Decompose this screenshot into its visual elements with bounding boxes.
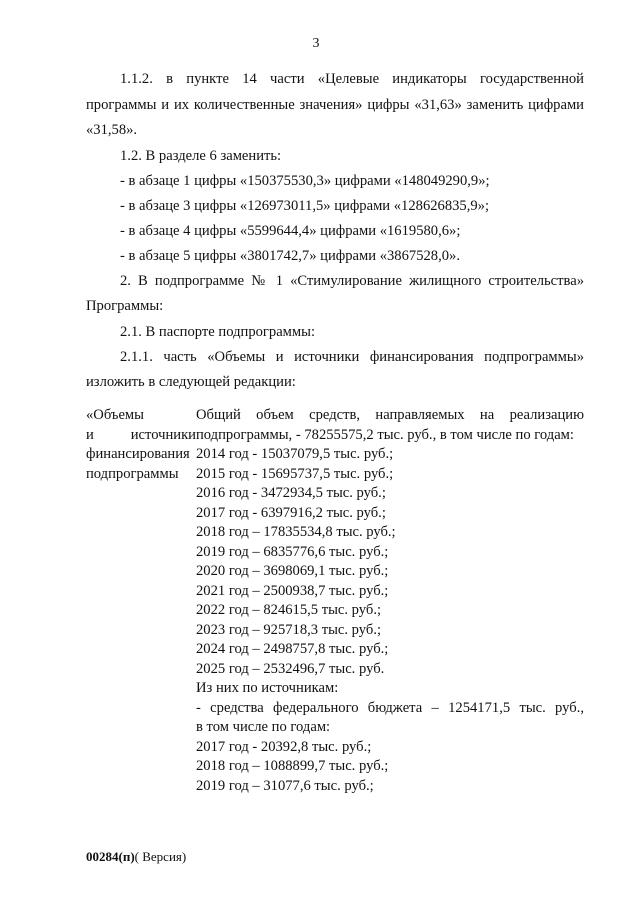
document-version: ( Версия) [134, 849, 187, 864]
left-line-3: финансирования [86, 446, 190, 462]
year-line: 2018 год – 17835534,8 тыс. руб.; [196, 524, 396, 540]
left-line-2: и источники [86, 426, 196, 443]
year-line: 2016 год - 3472934,5 тыс. руб.; [196, 485, 386, 501]
federal-year-line: 2017 год - 20392,8 тыс. руб.; [196, 738, 372, 755]
sources-heading: Из них по источникам: [196, 680, 339, 696]
federal-by-years-label: в том числе по годам: [196, 719, 331, 735]
table-left-column [86, 406, 196, 796]
year-line: 2023 год – 925718,3 тыс. руб.; [196, 621, 382, 638]
year-line: 2014 год - 15037079,5 тыс. руб.; [196, 446, 394, 462]
table-right-column [196, 406, 584, 796]
year-line: 2020 год – 3698069,1 тыс. руб.; [196, 563, 389, 579]
paragraph-2-1: 2.1. В паспорте подпрограммы: [120, 323, 316, 340]
paragraph-abzac-3: - в абзаце 3 цифры «126973011,5» цифрами «128626835,9»; [120, 197, 490, 214]
federal-year-line: 2018 год – 1088899,7 тыс. руб.; [196, 758, 389, 774]
year-line: 2019 год – 6835776,6 тыс. руб.; [196, 543, 389, 560]
paragraph-1-1-2: 1.1.2. в пункте 14 части «Целевые индикаторы государственной программы и их количественные значения» цифры «31,63» заменить цифрами «31,58». [86, 71, 584, 138]
paragraph-abzac-1: - в абзаце 1 цифры «150375530,3» цифрами «148049290,9»; [120, 172, 490, 189]
paragraph-abzac-4: - в абзаце 4 цифры «5599644,4» цифрами «1619580,6»; [120, 222, 461, 239]
paragraph-2: 2. В подпрограмме № 1 «Стимулирование жилищного строительства» Программы: [86, 272, 584, 314]
total-volume-text: Общий объем средств, направляемых на реализацию подпрограммы, - 78255575,2 тыс. руб., в том числе по годам: [196, 407, 584, 443]
year-line: 2025 год – 2532496,7 тыс. руб. [196, 660, 385, 677]
year-line: 2024 год – 2498757,8 тыс. руб.; [196, 641, 389, 657]
federal-budget-line: - средства федерального бюджета – 1254171,5 тыс. руб., [196, 699, 584, 716]
financing-table [86, 406, 584, 796]
paragraph-2-1-1: 2.1.1. часть «Объемы и источники финансирования подпрограммы» изложить в следующей редакции: [86, 348, 584, 390]
document-body [86, 67, 584, 396]
document-code: 00284(п) [86, 849, 135, 864]
document-footer [86, 849, 186, 865]
federal-year-line: 2019 год – 31077,6 тыс. руб.; [196, 777, 374, 794]
left-line-1: «Объемы [86, 407, 144, 423]
year-line: 2017 год - 6397916,2 тыс. руб.; [196, 504, 386, 521]
year-line: 2021 год – 2500938,7 тыс. руб.; [196, 582, 389, 599]
year-line: 2015 год - 15695737,5 тыс. руб.; [196, 465, 394, 482]
paragraph-1-2: 1.2. В разделе 6 заменить: [120, 147, 282, 164]
year-line: 2022 год – 824615,5 тыс. руб.; [196, 602, 382, 618]
page-number: 3 [312, 36, 320, 51]
paragraph-abzac-5: - в абзаце 5 цифры «3801742,7» цифрами «3867528,0». [120, 247, 460, 264]
left-line-4: подпрограммы [86, 465, 179, 482]
